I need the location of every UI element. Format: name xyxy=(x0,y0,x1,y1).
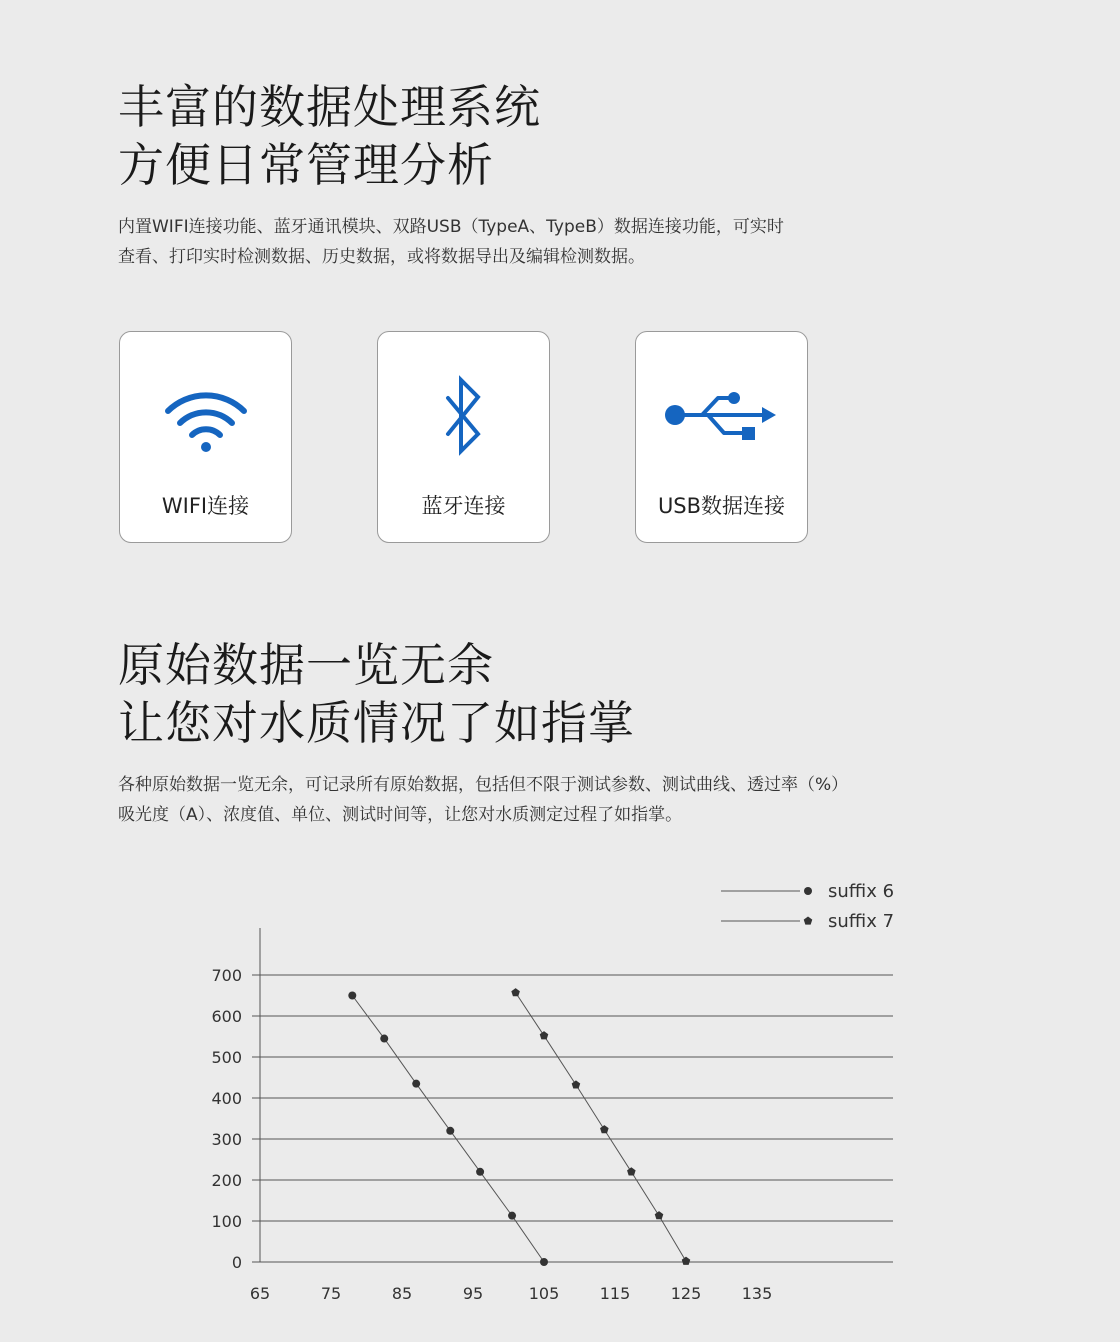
y-tick-label: 500 xyxy=(211,1048,242,1067)
x-tick-label: 85 xyxy=(391,1284,413,1303)
section-description xyxy=(118,770,848,830)
legend-marker xyxy=(804,917,813,925)
y-tick-label: 100 xyxy=(211,1212,242,1231)
section-description xyxy=(118,212,784,272)
wifi-card-label: WIFI连接 xyxy=(161,494,250,518)
x-tick-label: 105 xyxy=(528,1284,560,1303)
headline-line-2: 方便日常管理分析 xyxy=(118,138,494,192)
data-processing-section xyxy=(118,78,784,272)
data-point xyxy=(572,1080,581,1088)
x-tick-label: 75 xyxy=(320,1284,342,1303)
raw-data-section xyxy=(118,636,848,830)
y-tick-label: 300 xyxy=(211,1130,242,1149)
description-line-2: 吸光度（A）、浓度值、单位、测试时间等，让您对水质测定过程了如指掌。 xyxy=(118,805,683,825)
chart-container xyxy=(0,860,1120,1330)
data-point xyxy=(627,1167,636,1175)
y-tick-label: 200 xyxy=(211,1171,242,1190)
data-point xyxy=(446,1127,454,1135)
usb-card xyxy=(635,331,808,543)
data-point xyxy=(511,988,520,996)
data-point xyxy=(540,1258,548,1266)
data-point xyxy=(476,1168,484,1176)
headline-line-2: 让您对水质情况了如指掌 xyxy=(118,696,635,750)
data-point xyxy=(412,1080,420,1088)
data-point xyxy=(348,992,356,1000)
x-tick-label: 125 xyxy=(670,1284,702,1303)
bluetooth-icon xyxy=(378,372,549,462)
y-tick-label: 400 xyxy=(211,1089,242,1108)
data-point xyxy=(600,1125,609,1133)
section-headline xyxy=(118,636,848,752)
legend-marker xyxy=(804,887,812,895)
y-tick-label: 0 xyxy=(231,1253,242,1272)
x-tick-label: 65 xyxy=(249,1284,271,1303)
usb-card-label: USB数据连接 xyxy=(657,494,786,518)
description-line-2: 查看、打印实时检测数据、历史数据，或将数据导出及编辑检测数据。 xyxy=(118,247,645,267)
bluetooth-card-label: 蓝牙连接 xyxy=(421,494,506,518)
headline-line-1: 原始数据一览无余 xyxy=(118,638,494,692)
legend-label: suffix 6 xyxy=(828,881,895,902)
description-line-1: 内置WIFI连接功能、蓝牙通讯模块、双路USB（TypeA、TypeB）数据连接功能，可实时 xyxy=(118,217,784,237)
wifi-icon xyxy=(120,372,291,462)
bluetooth-card xyxy=(377,331,550,543)
wifi-card xyxy=(119,331,292,543)
description-line-1: 各种原始数据一览无余，可记录所有原始数据，包括但不限于测试参数、测试曲线、透过率（%） xyxy=(118,775,849,795)
data-point xyxy=(682,1257,691,1265)
headline-line-1: 丰富的数据处理系统 xyxy=(118,80,541,134)
connectivity-cards xyxy=(119,331,809,543)
x-tick-label: 95 xyxy=(462,1284,484,1303)
y-tick-label: 600 xyxy=(211,1007,242,1026)
x-tick-label: 135 xyxy=(741,1284,773,1303)
x-tick-label: 115 xyxy=(599,1284,631,1303)
legend-label: suffix 7 xyxy=(828,911,895,932)
data-point xyxy=(540,1031,549,1039)
section-headline xyxy=(118,78,784,194)
y-tick-label: 700 xyxy=(211,966,242,985)
usb-icon xyxy=(636,372,807,462)
line-chart xyxy=(0,860,1120,1330)
data-point xyxy=(380,1035,388,1043)
data-point xyxy=(508,1212,516,1220)
data-point xyxy=(655,1211,664,1219)
